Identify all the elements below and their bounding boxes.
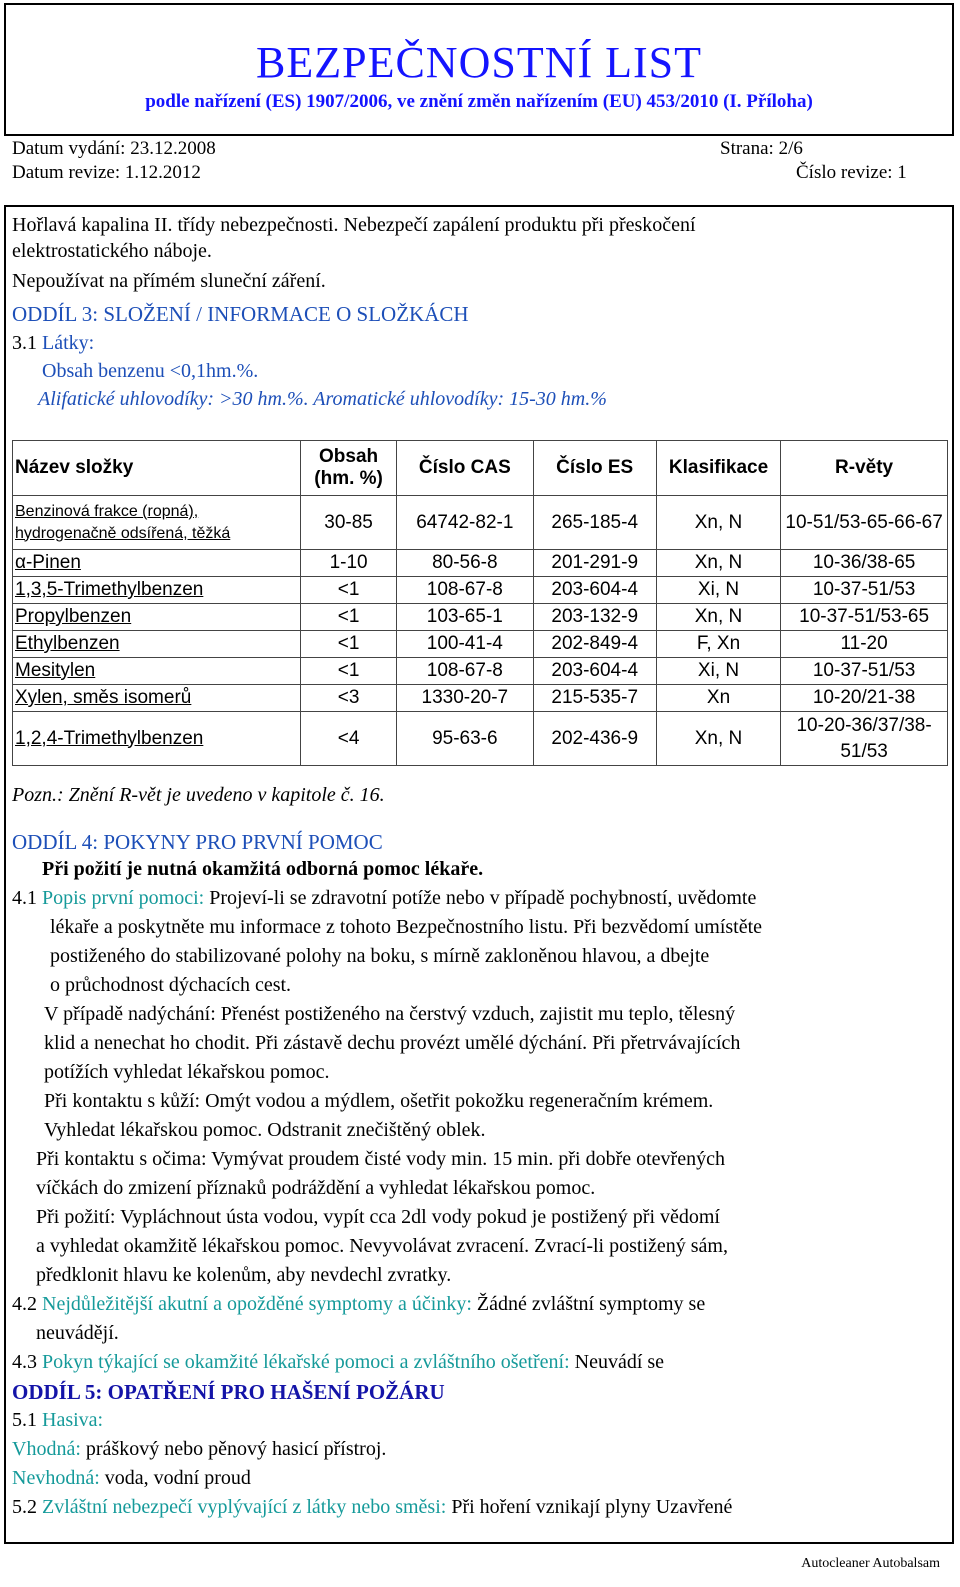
substance-name: Ethylbenzen [13,631,301,658]
skin-contact-line: Vyhledat lékařskou pomoc. Odstranit znečištěný oblek. [44,1119,486,1141]
substance-cas: 1330-20-7 [397,685,533,712]
inhalation-line: V případě nadýchání: Přenést postiženého na čerstvý vzduch, zajistit mu teplo, tělesný [44,1003,736,1025]
substance-r: 10-37-51/53 [781,577,948,604]
table-row [13,712,948,766]
substance-class: Xn, N [656,604,780,631]
section-4-2 [12,1293,705,1316]
eye-contact-line: Při kontaktu s očima: Vymývat proudem čisté vody min. 15 min. při dobře otevřených [36,1148,725,1170]
section-4-3-label: Pokyn týkající se okamžité lékařské pomoci a zvláštního ošetření: [42,1351,570,1373]
substance-cas: 103-65-1 [397,604,533,631]
section-5-heading: ODDÍL 5: OPATŘENÍ PRO HAŠENÍ POŽÁRU [12,1380,445,1404]
col-content-header: Obsah (hm. %) [301,441,397,496]
substance-content: <1 [301,631,397,658]
benzene-content: Obsah benzenu <0,1hm.%. [42,360,259,382]
col-r-header: R-věty [781,441,948,496]
substance-class: Xn, N [656,496,780,550]
first-aid-line: o průchodnost dýchacích cest. [50,974,292,996]
unsuitable-value: voda, vodní proud [104,1467,251,1489]
suitable-value: práškový nebo pěnový hasicí přístroj. [85,1438,387,1460]
table-row [13,577,948,604]
substance-name: α-Pinen [13,550,301,577]
substance-cas: 100-41-4 [397,631,533,658]
col-class-header: Klasifikace [656,441,780,496]
substance-cas: 108-67-8 [397,658,533,685]
substance-content: <1 [301,658,397,685]
first-aid-line: lékaře a poskytněte mu informace z tohoto Bezpečnostního listu. Při bezvědomí umístěte [50,916,763,938]
section-4-2-number: 4.2 [12,1293,37,1315]
substance-name: Benzinová frakce (ropná), hydrogenačně odsířená, těžká [13,496,301,550]
substance-class: F, Xn [656,631,780,658]
substance-es: 215-535-7 [533,685,656,712]
substance-cas: 95-63-6 [397,712,533,766]
revision-number: Číslo revize: 1 [796,162,907,183]
hydrocarbon-content: Alifatické uhlovodíky: >30 hm.%. Aromatické uhlovodíky: 15-30 hm.% [38,388,607,410]
section-4-1-number: 4.1 [12,887,37,909]
table-row [13,658,948,685]
table-header-row [13,441,948,496]
substance-es: 203-604-4 [533,658,656,685]
substance-content: 30-85 [301,496,397,550]
substance-r: 10-51/53-65-66-67 [781,496,948,550]
section-3-1-label: Látky: [42,332,95,354]
suitable-label: Vhodná: [12,1438,81,1460]
substance-r: 10-36/38-65 [781,550,948,577]
revision-date: Datum revize: 1.12.2012 [12,162,201,183]
substance-cas: 108-67-8 [397,577,533,604]
ingestion-line: předklonit hlavu ke kolenům, aby nevdechl zvratky. [36,1264,452,1286]
header-box [4,3,954,136]
substance-es: 203-604-4 [533,577,656,604]
ingestion-line: Při požití: Vypláchnout ústa vodou, vypít cca 2dl vody pokud je postižený při vědomí [36,1206,720,1228]
section-4-heading: ODDÍL 4: POKYNY PRO PRVNÍ POMOC [12,830,383,854]
substance-es: 201-291-9 [533,550,656,577]
inhalation-line: klid a nenechat ho chodit. Při zástavě dechu provézt umělé dýchání. Při přetrvávajících [44,1032,741,1054]
substance-r: 10-37-51/53 [781,658,948,685]
substance-content: <1 [301,577,397,604]
substance-name: 1,2,4-Trimethylbenzen [13,712,301,766]
section-4-3 [12,1351,664,1374]
col-cas-header: Číslo CAS [397,441,533,496]
substance-content: <3 [301,685,397,712]
r-phrases-note: Pozn.: Znění R-vět je uvedeno v kapitole č. 16. [12,784,385,806]
section-5-1-number: 5.1 [12,1409,37,1431]
issue-date: Datum vydání: 23.12.2008 [12,138,216,159]
document-subtitle: podle nařízení (ES) 1907/2006, ve znění změn nařízením (EU) 453/2010 (I. Příloha) [145,91,813,112]
substance-r: 11-20 [781,631,948,658]
section-3-heading: ODDÍL 3: SLOŽENÍ / INFORMACE O SLOŽKÁCH [12,302,469,326]
composition-table [12,440,948,766]
footer-product-name: Autocleaner Autobalsam [801,1556,940,1571]
substance-r: 10-37-51/53-65 [781,604,948,631]
substance-name: Xylen, směs isomerů [13,685,301,712]
section-4-3-text: Neuvádí se [574,1351,665,1373]
unsuitable-label: Nevhodná: [12,1467,100,1489]
section-5-2-label: Zvláštní nebezpečí vyplývající z látky nebo směsi: [42,1496,447,1518]
substance-r: 10-20-36/37/38-51/53 [781,712,948,766]
substance-class: Xi, N [656,658,780,685]
section-4-2-text: Žádné zvláštní symptomy se [476,1293,706,1315]
substance-name: Propylbenzen [13,604,301,631]
section-5-2-text: Při hoření vznikají plyny Uzavřené [451,1496,733,1518]
col-es-header: Číslo ES [533,441,656,496]
section-4-1-label: Popis první pomoci: [42,887,205,909]
table-row [13,604,948,631]
section-4-3-number: 4.3 [12,1351,37,1373]
hazard-line-1: Hořlavá kapalina II. třídy nebezpečnosti. Nebezpečí zapálení produktu při přeskočení [12,214,696,236]
section-4-1 [12,887,756,910]
substance-es: 203-132-9 [533,604,656,631]
section-3-1-number: 3.1 [12,332,37,354]
inhalation-line: potížích vyhledat lékařskou pomoc. [44,1061,330,1083]
ingestion-line: a vyhledat okamžitě lékařskou pomoc. Nevyvolávat zvracení. Zvrací-li postižený sám, [36,1235,728,1257]
table-row [13,685,948,712]
unsuitable-extinguishers [12,1467,251,1490]
substance-es: 265-185-4 [533,496,656,550]
substance-name: 1,3,5-Trimethylbenzen [13,577,301,604]
substance-es: 202-849-4 [533,631,656,658]
substance-class: Xn [656,685,780,712]
substance-name: Mesitylen [13,658,301,685]
table-row [13,496,948,550]
hazard-line-3: Nepoužívat na přímém sluneční záření. [12,270,326,292]
hazard-line-2: elektrostatického náboje. [12,240,212,262]
section-5-2-number: 5.2 [12,1496,37,1518]
section-5-2 [12,1496,732,1519]
section-4-1-text: Projeví-li se zdravotní potíže nebo v případě pochybností, uvědomte [209,887,757,909]
section-4-2-label: Nejdůležitější akutní a opožděné symptomy a účinky: [42,1293,472,1315]
section-4-2-text-cont: neuvádějí. [36,1322,119,1344]
table-row [13,550,948,577]
skin-contact-line: Při kontaktu s kůží: Omýt vodou a mýdlem, ošetřit pokožku regeneračním krémem. [44,1090,714,1112]
page-number: Strana: 2/6 [720,138,803,159]
substance-class: Xn, N [656,712,780,766]
substance-content: <1 [301,604,397,631]
eye-contact-line: víčkách do zmizení příznaků podráždění a vyhledat lékařskou pomoc. [36,1177,596,1199]
substance-content: <4 [301,712,397,766]
table-row [13,631,948,658]
section-3-1 [12,332,94,355]
section-5-1 [12,1409,103,1432]
substance-cas: 80-56-8 [397,550,533,577]
document-title: BEZPEČNOSTNÍ LIST [256,38,702,87]
substance-content: 1-10 [301,550,397,577]
substance-es: 202-436-9 [533,712,656,766]
substance-class: Xn, N [656,550,780,577]
first-aid-line: postiženého do stabilizované polohy na boku, s mírně zakloněnou hlavou, a dbejte [50,945,710,967]
substance-class: Xi, N [656,577,780,604]
col-name-header: Název složky [13,441,301,496]
suitable-extinguishers [12,1438,386,1461]
ingestion-warning: Při požití je nutná okamžitá odborná pomoc lékaře. [42,858,484,880]
substance-cas: 64742-82-1 [397,496,533,550]
section-5-1-label: Hasiva: [42,1409,104,1431]
substance-r: 10-20/21-38 [781,685,948,712]
